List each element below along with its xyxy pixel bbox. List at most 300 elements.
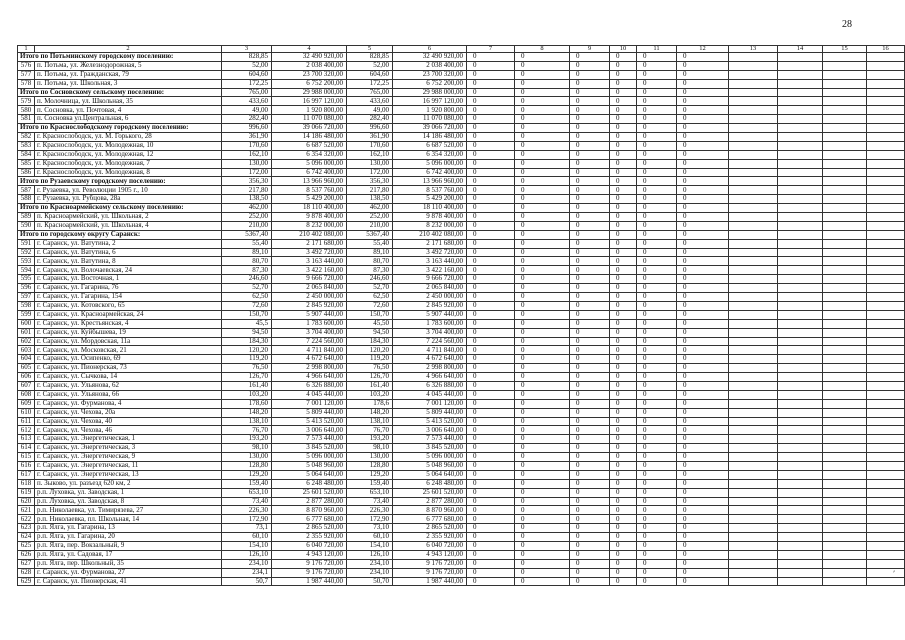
- value-cell-c9: 0: [570, 453, 610, 462]
- address-cell: р.п. Луховка, ул. Заводская, 8: [35, 497, 222, 506]
- value-cell-c3: 50,7: [222, 577, 272, 586]
- empty-cell-13: [729, 275, 778, 284]
- table-row: [18, 355, 905, 364]
- empty-cell-13: [729, 461, 778, 470]
- empty-cell-14: [778, 399, 823, 408]
- value-cell-c10: 0: [610, 524, 637, 533]
- value-cell-c4: 210 402 080,00: [272, 230, 347, 239]
- value-cell-c11: 0: [637, 221, 677, 230]
- empty-cell-14: [778, 328, 823, 337]
- value-cell-c6: 7 573 440,00: [393, 435, 467, 444]
- empty-cell-13: [729, 373, 778, 382]
- value-cell-c11: 0: [637, 97, 677, 106]
- value-cell-c10: 0: [610, 168, 637, 177]
- value-cell-c8: 0: [515, 213, 570, 222]
- row-number: 577: [18, 70, 35, 79]
- table-row: [18, 426, 905, 435]
- value-cell-c9: 0: [570, 266, 610, 275]
- row-number: 624: [18, 533, 35, 542]
- row-number: 623: [18, 524, 35, 533]
- value-cell-c3: 178,60: [222, 399, 272, 408]
- value-cell-c6: 3 704 400,00: [393, 328, 467, 337]
- value-cell-c7: 0: [467, 541, 515, 550]
- value-cell-c12: 0: [677, 266, 729, 275]
- value-cell-c4: 3 163 440,00: [272, 257, 347, 266]
- value-cell-c6: 6 742 400,00: [393, 168, 467, 177]
- value-cell-c3: 150,70: [222, 310, 272, 319]
- address-cell: р.п. Ялга, ул. Садовая, 17: [35, 550, 222, 559]
- value-cell-c5: 148,20: [347, 408, 393, 417]
- value-cell-c9: 0: [570, 168, 610, 177]
- value-cell-c11: 0: [637, 106, 677, 115]
- value-cell-c3: 765,00: [222, 88, 272, 97]
- value-cell-c6: 6 326 880,00: [393, 381, 467, 390]
- value-cell-c11: 0: [637, 515, 677, 524]
- value-cell-c4: 6 248 480,00: [272, 479, 347, 488]
- empty-cell-15: [823, 186, 867, 195]
- value-cell-c7: 0: [467, 577, 515, 586]
- empty-cell-16: [867, 337, 905, 346]
- row-number: 593: [18, 257, 35, 266]
- value-cell-c4: 6 687 520,00: [272, 141, 347, 150]
- value-cell-c3: 5367,40: [222, 230, 272, 239]
- empty-cell-13: [729, 408, 778, 417]
- address-cell: г. Саранск, ул. Энергетическая, 9: [35, 453, 222, 462]
- row-number: 607: [18, 381, 35, 390]
- empty-cell-14: [778, 435, 823, 444]
- table-row: [18, 373, 905, 382]
- value-cell-c9: 0: [570, 186, 610, 195]
- value-cell-c3: 433,60: [222, 97, 272, 106]
- value-cell-c8: 0: [515, 479, 570, 488]
- value-cell-c7: 0: [467, 79, 515, 88]
- value-cell-c9: 0: [570, 559, 610, 568]
- empty-cell-14: [778, 497, 823, 506]
- row-number: 608: [18, 390, 35, 399]
- value-cell-c4: 5 048 960,00: [272, 461, 347, 470]
- value-cell-c8: 0: [515, 497, 570, 506]
- address-cell: р.п. Луховка, ул. Заводская, 1: [35, 488, 222, 497]
- value-cell-c5: 120,20: [347, 346, 393, 355]
- value-cell-c6: 6 248 480,00: [393, 479, 467, 488]
- value-cell-c5: 126,70: [347, 373, 393, 382]
- empty-cell-13: [729, 133, 778, 142]
- empty-cell-16: [867, 390, 905, 399]
- value-cell-c8: 0: [515, 417, 570, 426]
- value-cell-c8: 0: [515, 70, 570, 79]
- value-cell-c4: 8 232 000,00: [272, 221, 347, 230]
- value-cell-c5: 76,70: [347, 426, 393, 435]
- empty-cell-15: [823, 328, 867, 337]
- empty-cell-15: [823, 559, 867, 568]
- empty-cell-13: [729, 70, 778, 79]
- table-row: [18, 470, 905, 479]
- empty-cell-14: [778, 133, 823, 142]
- value-cell-c4: 6 040 720,00: [272, 541, 347, 550]
- empty-cell-13: [729, 479, 778, 488]
- value-cell-c9: 0: [570, 408, 610, 417]
- value-cell-c5: 184,30: [347, 337, 393, 346]
- value-cell-c9: 0: [570, 159, 610, 168]
- table-row: [18, 141, 905, 150]
- value-cell-c6: 2 845 920,00: [393, 301, 467, 310]
- value-cell-c7: 0: [467, 470, 515, 479]
- value-cell-c12: 0: [677, 319, 729, 328]
- value-cell-c5: 828,85: [347, 53, 393, 62]
- value-cell-c5: 62,50: [347, 293, 393, 302]
- value-cell-c11: 0: [637, 355, 677, 364]
- empty-cell-16: [867, 177, 905, 186]
- value-cell-c12: 0: [677, 106, 729, 115]
- value-cell-c12: 0: [677, 444, 729, 453]
- empty-cell-16: [867, 239, 905, 248]
- empty-cell-13: [729, 381, 778, 390]
- value-cell-c7: 0: [467, 381, 515, 390]
- empty-cell-15: [823, 284, 867, 293]
- empty-cell-16: [867, 275, 905, 284]
- value-cell-c5: 129,20: [347, 470, 393, 479]
- value-cell-c6: 39 066 720,00: [393, 124, 467, 133]
- empty-cell-13: [729, 453, 778, 462]
- value-cell-c10: 0: [610, 186, 637, 195]
- value-cell-c7: 0: [467, 213, 515, 222]
- value-cell-c4: 2 998 800,00: [272, 364, 347, 373]
- value-cell-c5: 996,60: [347, 124, 393, 133]
- value-cell-c6: 7 001 120,00: [393, 399, 467, 408]
- value-cell-c4: 2 845 920,00: [272, 301, 347, 310]
- value-cell-c8: 0: [515, 506, 570, 515]
- value-cell-c6: 9 176 720,00: [393, 568, 467, 577]
- empty-cell-13: [729, 97, 778, 106]
- empty-cell-14: [778, 559, 823, 568]
- table-row: [18, 248, 905, 257]
- value-cell-c8: 0: [515, 159, 570, 168]
- value-cell-c7: 0: [467, 275, 515, 284]
- empty-cell-15: [823, 141, 867, 150]
- subtotal-label: Итого по Рузаевскому городскому поселению:: [18, 177, 222, 186]
- empty-cell-14: [778, 150, 823, 159]
- value-cell-c4: 7 224 560,00: [272, 337, 347, 346]
- value-cell-c6: 2 038 400,00: [393, 61, 467, 70]
- value-cell-c6: 11 070 080,00: [393, 115, 467, 124]
- value-cell-c8: 0: [515, 53, 570, 62]
- value-cell-c12: 0: [677, 461, 729, 470]
- value-cell-c12: 0: [677, 310, 729, 319]
- table-row: [18, 301, 905, 310]
- value-cell-c7: 0: [467, 150, 515, 159]
- value-cell-c9: 0: [570, 53, 610, 62]
- value-cell-c5: 89,10: [347, 248, 393, 257]
- empty-cell-15: [823, 195, 867, 204]
- empty-cell-14: [778, 97, 823, 106]
- empty-cell-16: [867, 248, 905, 257]
- value-cell-c11: 0: [637, 568, 677, 577]
- row-number: 626: [18, 550, 35, 559]
- empty-cell-13: [729, 230, 778, 239]
- row-number: 585: [18, 159, 35, 168]
- value-cell-c6: 9 176 720,00: [393, 559, 467, 568]
- value-cell-c3: 154,10: [222, 541, 272, 550]
- value-cell-c9: 0: [570, 373, 610, 382]
- value-cell-c6: 14 186 480,00: [393, 133, 467, 142]
- empty-cell-14: [778, 541, 823, 550]
- empty-cell-13: [729, 177, 778, 186]
- row-number: 594: [18, 266, 35, 275]
- value-cell-c7: 0: [467, 53, 515, 62]
- value-cell-c3: 94,50: [222, 328, 272, 337]
- value-cell-c12: 0: [677, 177, 729, 186]
- value-cell-c3: 210,00: [222, 221, 272, 230]
- value-cell-c6: 2 171 680,00: [393, 239, 467, 248]
- value-cell-c5: 653,10: [347, 488, 393, 497]
- table-row: [18, 364, 905, 373]
- value-cell-c10: 0: [610, 435, 637, 444]
- value-cell-c5: 604,60: [347, 70, 393, 79]
- empty-cell-14: [778, 195, 823, 204]
- value-cell-c3: 45,5: [222, 319, 272, 328]
- address-cell: п. Красноармейский, ул. Школьная, 2: [35, 213, 222, 222]
- empty-cell-15: [823, 524, 867, 533]
- row-number: 598: [18, 301, 35, 310]
- value-cell-c12: 0: [677, 204, 729, 213]
- value-cell-c3: 103,20: [222, 390, 272, 399]
- value-cell-c11: 0: [637, 61, 677, 70]
- value-cell-c3: 129,20: [222, 470, 272, 479]
- value-cell-c3: 226,30: [222, 506, 272, 515]
- table-row: [18, 559, 905, 568]
- value-cell-c8: 0: [515, 524, 570, 533]
- empty-cell-13: [729, 61, 778, 70]
- address-cell: г. Саранск, ул. Энергетическая, 3: [35, 444, 222, 453]
- address-cell: г. Саранск, ул. Ватутина, 2: [35, 239, 222, 248]
- value-cell-c12: 0: [677, 559, 729, 568]
- address-cell: п. Потьма, ул. Гражданская, 79: [35, 70, 222, 79]
- value-cell-c8: 0: [515, 275, 570, 284]
- row-number: 612: [18, 426, 35, 435]
- value-cell-c8: 0: [515, 186, 570, 195]
- value-cell-c4: 8 870 960,00: [272, 506, 347, 515]
- table-row: [18, 497, 905, 506]
- empty-cell-16: [867, 319, 905, 328]
- column-number-cell: 9: [570, 46, 610, 53]
- empty-cell-16: [867, 568, 905, 577]
- address-cell: г. Саранск, ул. Фурманова, 4: [35, 399, 222, 408]
- row-number: 579: [18, 97, 35, 106]
- value-cell-c12: 0: [677, 195, 729, 204]
- table-row: [18, 106, 905, 115]
- empty-cell-16: [867, 186, 905, 195]
- table-row: [18, 319, 905, 328]
- table-row: [18, 293, 905, 302]
- table-row: [18, 461, 905, 470]
- value-cell-c5: 98,10: [347, 444, 393, 453]
- value-cell-c6: 2 450 000,00: [393, 293, 467, 302]
- value-cell-c10: 0: [610, 417, 637, 426]
- value-cell-c8: 0: [515, 364, 570, 373]
- value-cell-c9: 0: [570, 257, 610, 266]
- value-cell-c3: 653,10: [222, 488, 272, 497]
- value-cell-c3: 170,60: [222, 141, 272, 150]
- value-cell-c7: 0: [467, 515, 515, 524]
- value-cell-c3: 52,00: [222, 61, 272, 70]
- empty-cell-13: [729, 213, 778, 222]
- subtotal-row: [18, 177, 905, 186]
- empty-cell-16: [867, 230, 905, 239]
- value-cell-c10: 0: [610, 115, 637, 124]
- value-cell-c8: 0: [515, 257, 570, 266]
- value-cell-c9: 0: [570, 177, 610, 186]
- row-number: 615: [18, 453, 35, 462]
- value-cell-c6: 6 687 520,00: [393, 141, 467, 150]
- empty-cell-14: [778, 337, 823, 346]
- value-cell-c7: 0: [467, 346, 515, 355]
- value-cell-c7: 0: [467, 284, 515, 293]
- empty-cell-15: [823, 453, 867, 462]
- empty-cell-14: [778, 61, 823, 70]
- row-number: 613: [18, 435, 35, 444]
- empty-cell-14: [778, 53, 823, 62]
- value-cell-c3: 172,00: [222, 168, 272, 177]
- value-cell-c8: 0: [515, 470, 570, 479]
- value-cell-c11: 0: [637, 470, 677, 479]
- empty-cell-15: [823, 337, 867, 346]
- value-cell-c12: 0: [677, 88, 729, 97]
- empty-cell-14: [778, 310, 823, 319]
- value-cell-c9: 0: [570, 515, 610, 524]
- value-cell-c9: 0: [570, 364, 610, 373]
- empty-cell-15: [823, 364, 867, 373]
- subtotal-row: [18, 53, 905, 62]
- value-cell-c6: 32 490 920,00: [393, 53, 467, 62]
- empty-cell-15: [823, 310, 867, 319]
- empty-cell-15: [823, 293, 867, 302]
- empty-cell-15: [823, 461, 867, 470]
- table-row: [18, 150, 905, 159]
- value-cell-c8: 0: [515, 426, 570, 435]
- table-row: [18, 195, 905, 204]
- empty-cell-16: [867, 435, 905, 444]
- table-row: [18, 524, 905, 533]
- value-cell-c10: 0: [610, 381, 637, 390]
- row-number: 580: [18, 106, 35, 115]
- row-number: 599: [18, 310, 35, 319]
- value-cell-c10: 0: [610, 230, 637, 239]
- value-cell-c5: 119,20: [347, 355, 393, 364]
- address-cell: р.п. Николаевка, пл. Школьная, 14: [35, 515, 222, 524]
- column-number-cell: 1: [18, 46, 35, 53]
- value-cell-c8: 0: [515, 204, 570, 213]
- value-cell-c7: 0: [467, 337, 515, 346]
- value-cell-c8: 0: [515, 461, 570, 470]
- value-cell-c9: 0: [570, 346, 610, 355]
- value-cell-c5: 178,6: [347, 399, 393, 408]
- empty-cell-15: [823, 221, 867, 230]
- value-cell-c11: 0: [637, 239, 677, 248]
- value-cell-c10: 0: [610, 177, 637, 186]
- address-cell: г. Краснослободск, ул. М. Горького, 28: [35, 133, 222, 142]
- value-cell-c7: 0: [467, 373, 515, 382]
- subtotal-row: [18, 124, 905, 133]
- value-cell-c8: 0: [515, 133, 570, 142]
- empty-cell-13: [729, 150, 778, 159]
- value-cell-c12: 0: [677, 70, 729, 79]
- row-number: 617: [18, 470, 35, 479]
- value-cell-c11: 0: [637, 257, 677, 266]
- row-number: 603: [18, 346, 35, 355]
- value-cell-c5: 159,40: [347, 479, 393, 488]
- address-cell: г. Саранск, ул. Пионерская, 41: [35, 577, 222, 586]
- empty-cell-13: [729, 541, 778, 550]
- empty-cell-14: [778, 319, 823, 328]
- empty-cell-15: [823, 515, 867, 524]
- address-cell: г. Саранск, ул. Фурманова, 27: [35, 568, 222, 577]
- value-cell-c12: 0: [677, 221, 729, 230]
- row-number: 620: [18, 497, 35, 506]
- value-cell-c12: 0: [677, 417, 729, 426]
- value-cell-c3: 996,60: [222, 124, 272, 133]
- empty-cell-13: [729, 550, 778, 559]
- empty-cell-13: [729, 346, 778, 355]
- value-cell-c8: 0: [515, 221, 570, 230]
- value-cell-c6: 5 048 960,00: [393, 461, 467, 470]
- value-cell-c7: 0: [467, 399, 515, 408]
- empty-cell-14: [778, 488, 823, 497]
- value-cell-c4: 2 355 920,00: [272, 533, 347, 542]
- empty-cell-13: [729, 88, 778, 97]
- value-cell-c6: 5 064 640,00: [393, 470, 467, 479]
- empty-cell-13: [729, 390, 778, 399]
- value-cell-c6: 6 777 680,00: [393, 515, 467, 524]
- value-cell-c10: 0: [610, 568, 637, 577]
- value-cell-c12: 0: [677, 186, 729, 195]
- address-cell: г. Саранск, ул. Ульянова, 62: [35, 381, 222, 390]
- empty-cell-16: [867, 470, 905, 479]
- value-cell-c7: 0: [467, 301, 515, 310]
- empty-cell-16: [867, 541, 905, 550]
- value-cell-c11: 0: [637, 488, 677, 497]
- empty-cell-13: [729, 141, 778, 150]
- value-cell-c9: 0: [570, 488, 610, 497]
- value-cell-c9: 0: [570, 141, 610, 150]
- value-cell-c11: 0: [637, 79, 677, 88]
- column-number-cell: 11: [637, 46, 677, 53]
- address-cell: р.п. Ялга, ул. Гагарина, 20: [35, 533, 222, 542]
- empty-cell-13: [729, 293, 778, 302]
- address-cell: г. Саранск, ул. Энергетическая, 1: [35, 435, 222, 444]
- value-cell-c10: 0: [610, 364, 637, 373]
- value-cell-c8: 0: [515, 533, 570, 542]
- value-cell-c9: 0: [570, 533, 610, 542]
- value-cell-c12: 0: [677, 355, 729, 364]
- empty-cell-16: [867, 506, 905, 515]
- value-cell-c6: 5 096 000,00: [393, 453, 467, 462]
- value-cell-c7: 0: [467, 461, 515, 470]
- value-cell-c7: 0: [467, 355, 515, 364]
- empty-cell-15: [823, 79, 867, 88]
- value-cell-c12: 0: [677, 248, 729, 257]
- empty-cell-16: [867, 373, 905, 382]
- value-cell-c11: 0: [637, 159, 677, 168]
- empty-cell-16: [867, 328, 905, 337]
- value-cell-c5: 154,10: [347, 541, 393, 550]
- value-cell-c8: 0: [515, 444, 570, 453]
- empty-cell-14: [778, 168, 823, 177]
- value-cell-c6: 7 224 560,00: [393, 337, 467, 346]
- column-number-cell: 13: [729, 46, 778, 53]
- value-cell-c6: 18 110 400,00: [393, 204, 467, 213]
- table-row: [18, 115, 905, 124]
- value-cell-c6: 3 845 520,00: [393, 444, 467, 453]
